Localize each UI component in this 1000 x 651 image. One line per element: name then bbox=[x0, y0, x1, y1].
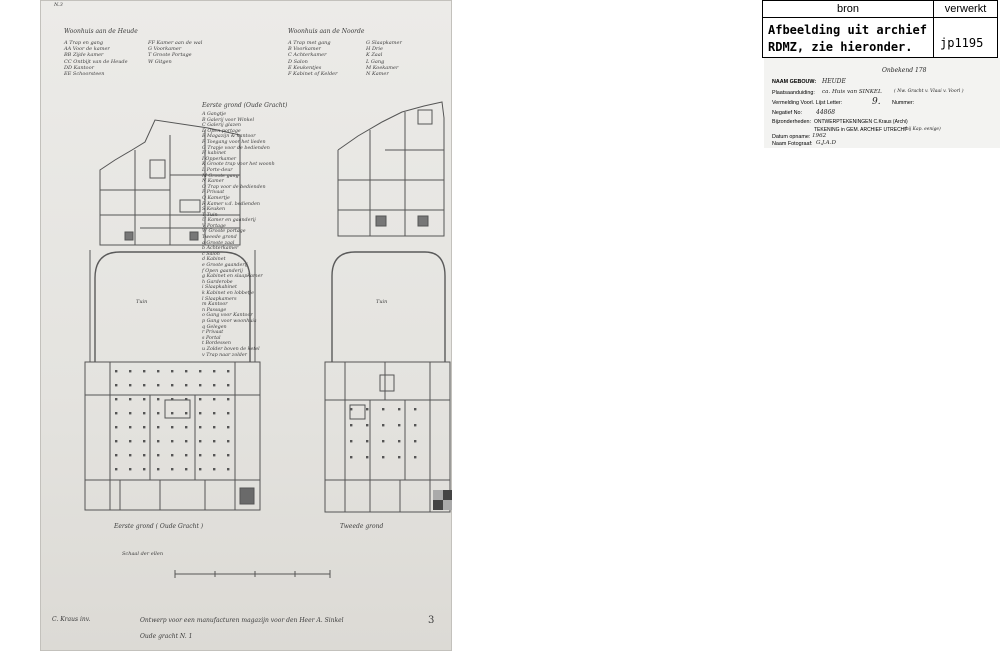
column-dot bbox=[157, 440, 159, 442]
legend-entry: G Voorkamer bbox=[148, 46, 182, 53]
center-legend-entry: M Groote gang bbox=[202, 173, 239, 179]
center-legend-entry: H kabinet bbox=[202, 151, 226, 157]
bron-header: bron bbox=[762, 0, 934, 18]
legend-entry: EE Schoorsteen bbox=[64, 70, 105, 77]
right-plan-stair-block bbox=[433, 490, 452, 510]
center-legend-entry: m Kantoor bbox=[202, 302, 228, 308]
photo-record-card bbox=[764, 58, 1000, 148]
center-legend-entry: F Toegang voor het lieden bbox=[202, 139, 266, 145]
column-dot bbox=[171, 384, 173, 386]
column-dot bbox=[382, 456, 384, 458]
column-dot bbox=[350, 408, 352, 410]
card-field-note: (bij Kap. eenige) bbox=[904, 127, 941, 132]
column-dot bbox=[350, 424, 352, 426]
right-plan-column-dots bbox=[350, 408, 416, 458]
column-dot bbox=[350, 456, 352, 458]
column-dot bbox=[185, 370, 187, 372]
record-id: jp1195 bbox=[940, 36, 984, 50]
column-dot bbox=[143, 370, 145, 372]
column-dot bbox=[115, 398, 117, 400]
card-field-value: 44868 bbox=[816, 109, 836, 116]
center-legend-entry: A Gangtje bbox=[202, 112, 227, 117]
column-dot bbox=[185, 412, 187, 414]
column-dot bbox=[129, 426, 131, 428]
legend-right-title: Woonhuis aan de Noorde bbox=[288, 28, 365, 35]
column-dot bbox=[115, 426, 117, 428]
source-description: Afbeelding uit archief RDMZ, zie hieronder. bbox=[768, 23, 927, 54]
center-legend-entry: G Trapje voor de bedienden bbox=[202, 145, 270, 151]
column-dot bbox=[382, 424, 384, 426]
card-field-label: NAAM GEBOUW: bbox=[772, 79, 817, 85]
center-legend-entry: c Salon bbox=[202, 251, 220, 257]
column-dot bbox=[129, 454, 131, 456]
center-legend-entry: Tweede grond bbox=[202, 235, 237, 241]
card-field-label: Bijzonderheden: bbox=[772, 119, 811, 125]
legend-entry: A Trap met gang bbox=[288, 40, 331, 46]
column-dot bbox=[157, 454, 159, 456]
column-dot bbox=[398, 408, 400, 410]
column-dot bbox=[115, 370, 117, 372]
column-dot bbox=[129, 412, 131, 414]
column-dot bbox=[171, 412, 173, 414]
center-legend-entry: U Kamer en gaanderij bbox=[202, 218, 256, 224]
column-dot bbox=[213, 454, 215, 456]
column-dot bbox=[213, 412, 215, 414]
column-dot bbox=[350, 440, 352, 442]
card-field-label: Negatief No: bbox=[772, 110, 802, 116]
legend-entry: A Trap en gang bbox=[64, 40, 104, 46]
card-date-handwritten: Onbekend 178 bbox=[882, 67, 927, 74]
center-legend-entry: v Trap naar zolder bbox=[202, 352, 247, 358]
column-dot bbox=[171, 454, 173, 456]
archival-scan bbox=[40, 0, 452, 651]
column-dot bbox=[199, 398, 201, 400]
center-legend-entry: s Portal bbox=[202, 335, 221, 341]
center-legend-entry: P Privaat bbox=[202, 190, 225, 196]
center-legend-entry: O Trap voor de bedienden bbox=[202, 184, 266, 190]
legend-entry: L Gang bbox=[366, 58, 385, 65]
column-dot bbox=[157, 468, 159, 470]
card-field-label: Vermelding Voorl. Lijst Letter: bbox=[772, 100, 843, 106]
card-field-label: Plaatsaanduiding: bbox=[772, 90, 815, 96]
card-field-value: TEKENING in GEM. ARCHIEF UTRECHT bbox=[814, 127, 908, 133]
column-dot bbox=[129, 398, 131, 400]
first-floor-label: Tweede grond bbox=[340, 523, 384, 530]
column-dot bbox=[199, 440, 201, 442]
center-legend-entry: t Bordessen bbox=[202, 341, 231, 347]
column-dot bbox=[143, 384, 145, 386]
center-legend-entry: h Garderobe bbox=[202, 279, 233, 285]
ground-floor-label: Eerste grond ( Oude Gracht ) bbox=[114, 523, 204, 530]
center-legend-entry: k Kabinet en lobbetje bbox=[202, 291, 254, 296]
column-dot bbox=[157, 370, 159, 372]
legend-entry: H Drie bbox=[366, 46, 383, 53]
card-field-value: 9. bbox=[872, 97, 881, 107]
card-field-label: Datum opname: bbox=[772, 134, 811, 140]
column-dot bbox=[143, 440, 145, 442]
center-legend-entry: i Slaapkabinet bbox=[202, 285, 237, 291]
column-dot bbox=[199, 468, 201, 470]
courtyard-right-label: Tuin bbox=[376, 299, 388, 305]
column-dot bbox=[115, 454, 117, 456]
legend-entry: FF Kamer aan de wal bbox=[148, 40, 203, 46]
column-dot bbox=[213, 440, 215, 442]
center-legend-list bbox=[202, 112, 275, 358]
sheet-number: 3 bbox=[428, 615, 435, 626]
legend-right-column-2 bbox=[366, 40, 402, 77]
column-dot bbox=[185, 454, 187, 456]
legend-entry: M Koekamer bbox=[366, 64, 399, 71]
center-legend-entry: E Magazijn & kantoor bbox=[202, 134, 256, 140]
center-legend-entry: a Groote zaal bbox=[202, 240, 235, 246]
legend-left-column-2 bbox=[148, 40, 202, 65]
column-dot bbox=[129, 384, 131, 386]
center-legend-title: Eerste grond (Oude Gracht) bbox=[202, 102, 288, 109]
legend-entry: BB Zijde kamer bbox=[64, 52, 104, 59]
center-legend-entry: C Galerij glazen bbox=[202, 123, 242, 129]
column-dot bbox=[115, 468, 117, 470]
scale-bar bbox=[175, 570, 330, 578]
legend-entry: T Groote Portage bbox=[148, 52, 192, 59]
legend-entry: W Gitgen bbox=[148, 58, 172, 65]
legend-entry: B Voorkamer bbox=[288, 46, 321, 53]
center-legend-entry: e Groote gaanderij bbox=[202, 263, 248, 269]
column-dot bbox=[213, 426, 215, 428]
column-dot bbox=[185, 384, 187, 386]
column-dot bbox=[157, 398, 159, 400]
column-dot bbox=[366, 424, 368, 426]
column-dot bbox=[382, 408, 384, 410]
right-plan-courtyard bbox=[332, 252, 445, 362]
column-dot bbox=[171, 468, 173, 470]
column-dot bbox=[213, 370, 215, 372]
column-dot bbox=[398, 440, 400, 442]
column-dot bbox=[143, 398, 145, 400]
column-dot bbox=[171, 398, 173, 400]
legend-entry: C Achterkamer bbox=[288, 52, 327, 59]
column-dot bbox=[366, 456, 368, 458]
column-dot bbox=[185, 468, 187, 470]
legend-entry: G Slaapkamer bbox=[366, 40, 402, 46]
verwerkt-header: verwerkt bbox=[934, 0, 998, 18]
drawing-caption-line-2: Oude gracht N. 1 bbox=[140, 633, 193, 640]
column-dot bbox=[129, 440, 131, 442]
legend-entry: DD Kantoor bbox=[64, 64, 94, 71]
center-legend-entry: S Keuken bbox=[202, 207, 226, 213]
center-legend-entry: W Groote portage bbox=[202, 229, 246, 235]
legend-entry: E Keukentjes bbox=[288, 64, 322, 71]
center-legend-entry: d Kabinet bbox=[202, 257, 226, 263]
courtyard-left-label: Tuin bbox=[136, 299, 148, 305]
column-dot bbox=[382, 440, 384, 442]
column-dot bbox=[199, 454, 201, 456]
column-dot bbox=[227, 426, 229, 428]
legend-entry: F Kabinet of Kelder bbox=[288, 70, 338, 77]
center-legend-entry: o Gang voor Kantoor bbox=[202, 313, 253, 319]
center-legend-entry: L Porte-deur bbox=[202, 167, 233, 173]
card-field-value: HEUDE bbox=[822, 78, 846, 85]
center-legend-entry: T Tuin bbox=[202, 212, 218, 218]
column-dot bbox=[398, 424, 400, 426]
right-plan-front bbox=[338, 102, 444, 236]
column-dot bbox=[171, 370, 173, 372]
legend-entry: CC Ontbijt van de Heude bbox=[64, 58, 128, 65]
center-legend-entry: u Zolder boven de ketel bbox=[202, 346, 260, 352]
signature: C. Kraus inv. bbox=[52, 616, 91, 623]
column-dot bbox=[227, 440, 229, 442]
center-legend-entry: f Open gaanderij bbox=[202, 268, 243, 274]
column-dot bbox=[185, 440, 187, 442]
column-dot bbox=[143, 454, 145, 456]
legend-entry: K Zaal bbox=[366, 52, 383, 59]
center-legend-entry: b Achterkamer bbox=[202, 246, 239, 252]
right-plan-rear bbox=[325, 362, 450, 512]
column-dot bbox=[199, 426, 201, 428]
column-dot bbox=[129, 370, 131, 372]
center-legend-entry: g Kabinet en slaapkamer bbox=[202, 274, 263, 280]
legend-entry: AA Voor de kamer bbox=[64, 46, 110, 53]
column-dot bbox=[157, 426, 159, 428]
column-dot bbox=[199, 412, 201, 414]
column-dot bbox=[157, 412, 159, 414]
column-dot bbox=[227, 398, 229, 400]
column-dot bbox=[414, 440, 416, 442]
legend-right-column-1 bbox=[288, 40, 338, 77]
column-dot bbox=[171, 440, 173, 442]
legend-left-title: Woonhuis aan de Heude bbox=[64, 28, 138, 35]
column-dot bbox=[213, 468, 215, 470]
center-legend-entry: r Privaat bbox=[202, 330, 224, 336]
card-field-value: G.J.A.D bbox=[816, 140, 836, 146]
column-dot bbox=[227, 412, 229, 414]
column-dot bbox=[213, 384, 215, 386]
legend-left-column-1 bbox=[64, 40, 128, 77]
column-dot bbox=[129, 468, 131, 470]
scale-label: Schaal der ellen bbox=[122, 551, 164, 557]
card-field-value: 1962 bbox=[812, 133, 827, 139]
center-legend-entry: B Galerij voor Winkel bbox=[202, 117, 255, 123]
column-dot bbox=[213, 398, 215, 400]
center-legend-entry: V Portage bbox=[202, 223, 226, 229]
card-field-label: Naam Fotograaf: bbox=[772, 141, 813, 147]
drawing-caption-line-1: Ontwerp voor een manufacturen magazijn voor den Heer A. Sinkel bbox=[140, 617, 344, 624]
center-legend-entry: q Gelegen bbox=[202, 324, 227, 330]
center-legend-entry: N Kamer bbox=[202, 179, 224, 185]
corner-mark: N.3 bbox=[54, 2, 63, 8]
legend-entry: N Kamer bbox=[366, 70, 389, 77]
column-dot bbox=[115, 384, 117, 386]
column-dot bbox=[143, 426, 145, 428]
column-dot bbox=[157, 384, 159, 386]
center-legend-entry: K Groote trap voor het woonh bbox=[202, 162, 275, 168]
column-dot bbox=[143, 468, 145, 470]
column-dot bbox=[185, 426, 187, 428]
column-dot bbox=[414, 424, 416, 426]
legend-entry: D Salon bbox=[288, 58, 308, 65]
center-legend-entry: l Slaapkamers bbox=[202, 296, 237, 302]
column-dot bbox=[366, 440, 368, 442]
column-dot bbox=[115, 412, 117, 414]
card-field-note: ( Nw. Gracht v. Vlaai v. Voorl ) bbox=[894, 89, 964, 94]
center-legend-entry: Q Kamertje bbox=[202, 195, 230, 201]
column-dot bbox=[414, 408, 416, 410]
left-plan-column-dots bbox=[115, 370, 229, 470]
column-dot bbox=[171, 426, 173, 428]
column-dot bbox=[227, 384, 229, 386]
column-dot bbox=[199, 384, 201, 386]
center-legend-entry: D Open portage bbox=[202, 128, 241, 134]
column-dot bbox=[414, 456, 416, 458]
column-dot bbox=[398, 456, 400, 458]
card-field-extra: Nummer: bbox=[892, 100, 915, 106]
center-legend-entry: I Opperkamer bbox=[202, 156, 237, 162]
card-field-value: ca. Huis van SINKEL bbox=[822, 89, 882, 95]
center-legend-entry: R Kamer v.d. bedienden bbox=[202, 201, 261, 207]
column-dot bbox=[185, 398, 187, 400]
center-legend-entry: n Passage bbox=[202, 307, 227, 313]
center-legend-entry: p Gang voor woonhuis bbox=[202, 318, 257, 324]
card-field-value: ONTWERPTEKENINGEN C.Kraus (Archi) bbox=[814, 119, 908, 125]
column-dot bbox=[227, 468, 229, 470]
column-dot bbox=[143, 412, 145, 414]
column-dot bbox=[227, 370, 229, 372]
column-dot bbox=[115, 440, 117, 442]
column-dot bbox=[227, 454, 229, 456]
column-dot bbox=[366, 408, 368, 410]
column-dot bbox=[199, 370, 201, 372]
